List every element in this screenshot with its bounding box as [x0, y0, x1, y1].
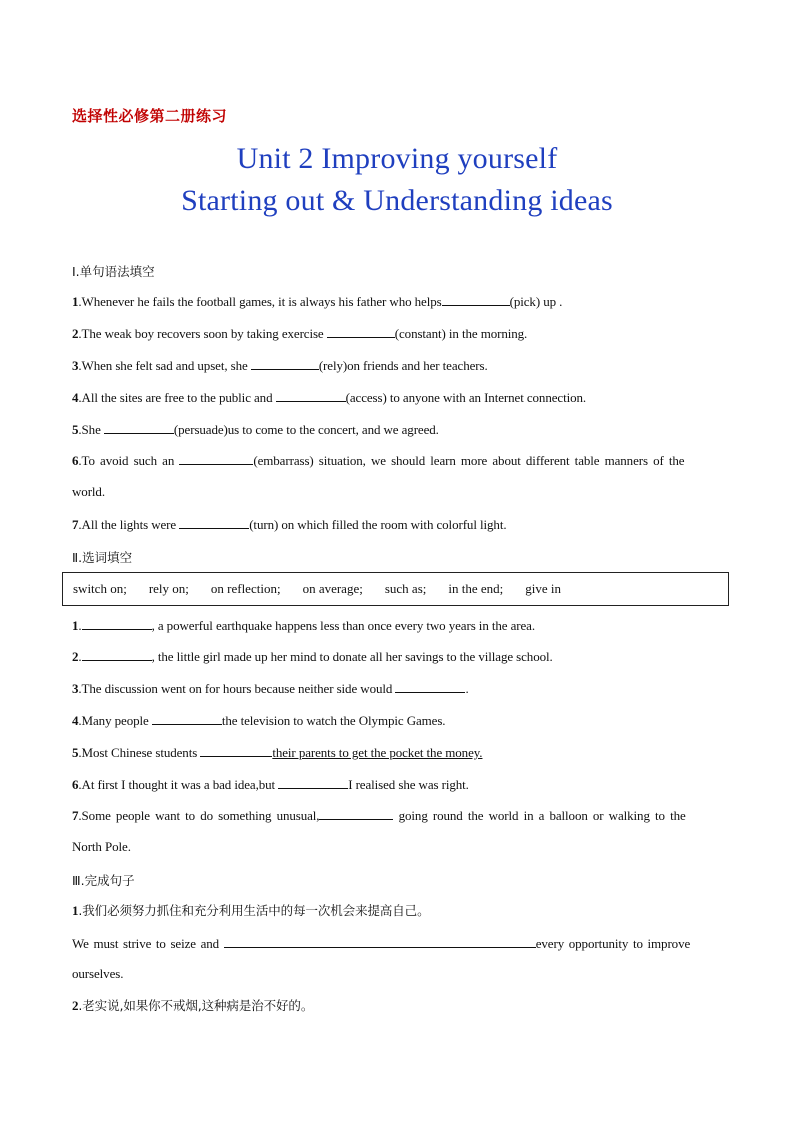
- unit-title: Unit 2 Improving yourself: [236, 142, 558, 175]
- question-row: 4.Many people the television to watch the Olympic Games.: [72, 713, 446, 728]
- answer-blank[interactable]: [152, 712, 222, 725]
- question-row: 5.She (persuade)us to come to the concert, and we agreed.: [72, 422, 439, 437]
- question-row: 7.Some people want to do something unusual, going round the world in a balloon or walking to the: [72, 808, 686, 823]
- question-row: 1. , a powerful earthquake happens less than once every two years in the area.: [72, 618, 535, 633]
- series-label: 选择性必修第二册练习: [72, 107, 228, 125]
- question-row: 2.老实说,如果你不戒烟,这种病是治不好的。: [72, 998, 314, 1013]
- word-bank-item: such as;: [384, 581, 427, 596]
- answer-blank[interactable]: [82, 617, 152, 630]
- word-bank-item: switch on;: [73, 581, 127, 596]
- answer-blank[interactable]: [179, 516, 249, 529]
- section-heading-word-choice: Ⅱ.选词填空: [72, 550, 133, 565]
- answer-blank[interactable]: [82, 648, 152, 661]
- answer-blank[interactable]: [395, 680, 465, 693]
- answer-row: We must strive to seize and every opportunity to improve: [72, 936, 691, 951]
- section-heading-grammar: Ⅰ.单句语法填空: [72, 264, 155, 279]
- question-row: 7.All the lights were (turn) on which filled the room with colorful light.: [72, 517, 507, 532]
- section-heading-complete-sentences: Ⅲ.完成句子: [72, 873, 135, 888]
- word-bank-box: [62, 572, 729, 606]
- word-bank-item: on reflection;: [210, 581, 281, 596]
- question-row: 6.At first I thought it was a bad idea,but I realised she was right.: [72, 777, 469, 792]
- answer-blank[interactable]: [104, 421, 174, 434]
- answer-blank[interactable]: [276, 389, 346, 402]
- word-bank-item: on average;: [302, 581, 363, 596]
- question-row: 2. , the little girl made up her mind to donate all her savings to the village school.: [72, 649, 553, 664]
- question-row-continuation: North Pole.: [72, 839, 131, 854]
- answer-blank[interactable]: [179, 452, 253, 465]
- word-bank-item: in the end;: [448, 581, 504, 596]
- answer-blank[interactable]: [278, 776, 348, 789]
- question-row: 1.我们必须努力抓住和充分利用生活中的每一次机会来提高自己。: [72, 903, 430, 918]
- question-row: 6.To avoid such an (embarrass) situation, we should learn more about different table manners of the: [72, 453, 685, 468]
- word-bank-item: give in: [525, 581, 562, 596]
- word-bank-item: rely on;: [148, 581, 189, 596]
- answer-blank[interactable]: [251, 357, 319, 370]
- question-row: 3.The discussion went on for hours because neither side would .: [72, 681, 469, 696]
- question-row: 4.All the sites are free to the public and (access) to anyone with an Internet connection.: [72, 390, 587, 405]
- answer-blank[interactable]: [224, 935, 536, 948]
- answer-blank[interactable]: [327, 325, 395, 338]
- question-row: 5.Most Chinese students their parents to get the pocket the money.: [72, 745, 483, 760]
- answer-blank[interactable]: [442, 293, 510, 306]
- question-row-continuation: world.: [72, 484, 105, 499]
- answer-blank[interactable]: [200, 744, 272, 757]
- answer-blank[interactable]: [319, 807, 393, 820]
- question-row: 1.Whenever he fails the football games, it is always his father who helps (pick) up .: [72, 294, 563, 309]
- lesson-title: Starting out & Understanding ideas: [181, 184, 613, 217]
- answer-row-continuation: ourselves.: [72, 966, 124, 981]
- question-row: 3.When she felt sad and upset, she (rely)on friends and her teachers.: [72, 358, 488, 373]
- question-row: 2.The weak boy recovers soon by taking exercise (constant) in the morning.: [72, 326, 528, 341]
